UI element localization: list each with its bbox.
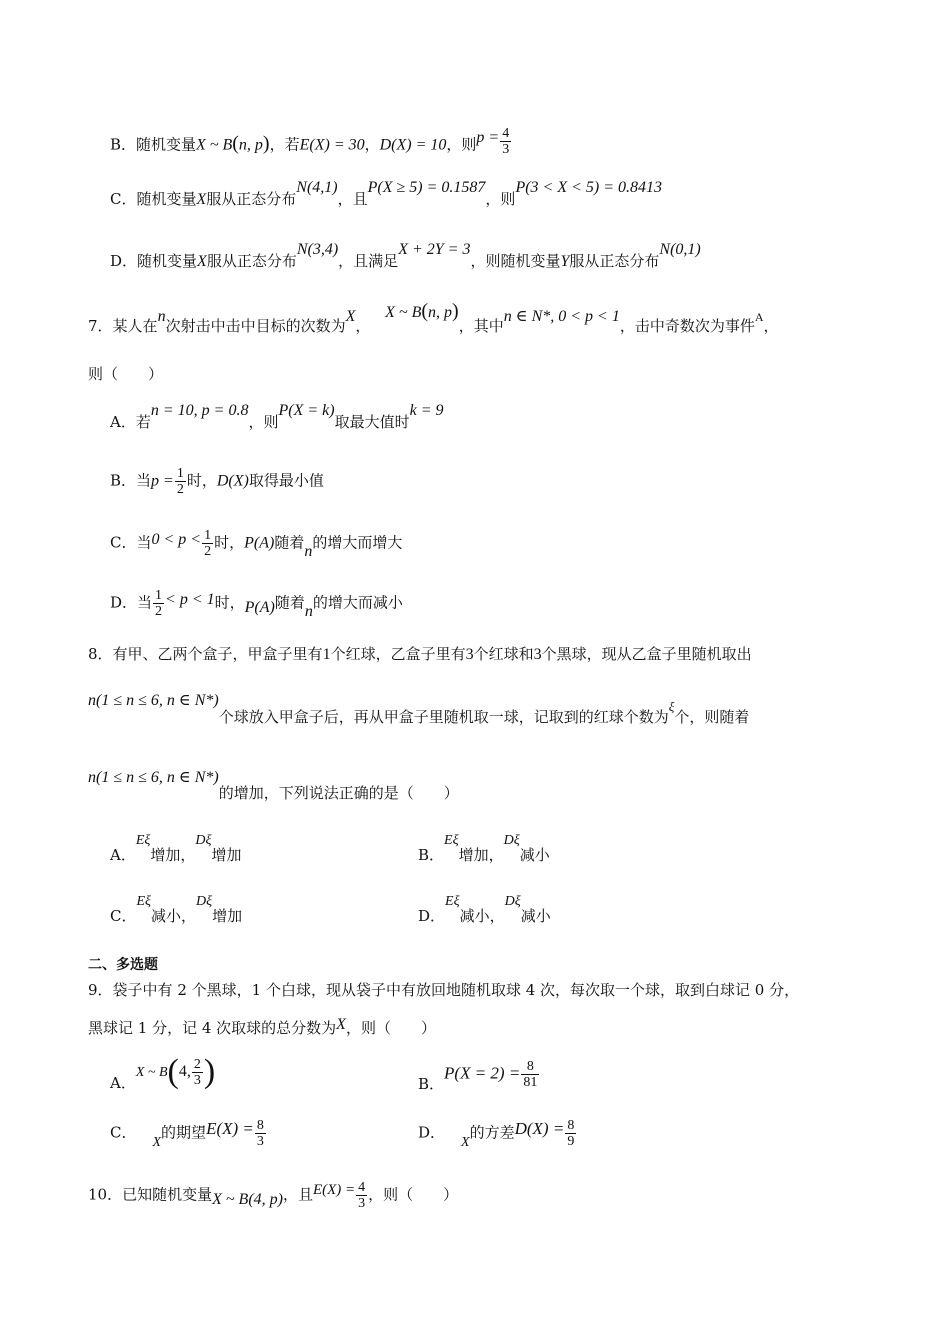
math-d-xi: Dξ — [196, 894, 213, 909]
question-text: 则（ ） — [88, 365, 164, 383]
option-label: B． — [418, 1074, 445, 1093]
math-e-xi: Eξ — [444, 833, 459, 848]
option-label: D． — [110, 593, 138, 612]
numerator: 2 — [193, 1056, 201, 1072]
question-number: 8． — [88, 645, 113, 663]
option-text: 随机变量 — [136, 135, 197, 154]
math-x-sim-b: X ~ B — [135, 1065, 168, 1080]
question-text: 个红球和 — [473, 645, 534, 663]
paren: ) — [262, 132, 270, 155]
math-p-x-k: P(X = k) — [278, 402, 335, 419]
q9-option-a — [110, 1053, 216, 1092]
paren: ) — [452, 300, 459, 322]
option-text: 时， — [186, 471, 217, 490]
q6-option-b — [110, 126, 512, 161]
math-x: X — [336, 1016, 346, 1033]
math-n: n — [304, 542, 313, 560]
math-x-sim-b: X ~ B — [196, 136, 233, 154]
option-text: 服从正态分布 — [206, 190, 297, 208]
math-e-xi: Eξ — [135, 833, 151, 848]
option-text: 取最大值时 — [334, 413, 410, 431]
option-label: A． — [110, 413, 136, 431]
option-text: 当 — [136, 533, 152, 552]
q7-stem-line2 — [88, 367, 163, 382]
fraction-1-2 — [202, 528, 213, 559]
q7-option-d — [110, 588, 403, 619]
option-text: 时， — [214, 593, 245, 612]
math-d-xi: Dξ — [504, 894, 521, 909]
question-text: 已知随机变量 — [122, 1185, 213, 1204]
math-k9: k = 9 — [409, 402, 444, 419]
numerator: 1 — [204, 528, 212, 543]
option-label: D． — [110, 252, 138, 270]
option-label: C． — [110, 190, 137, 208]
q10-stem — [88, 1180, 458, 1211]
number-3: 3 — [465, 646, 474, 663]
math-four: 4, — [178, 1063, 191, 1080]
question-text: 某人在 — [112, 317, 158, 335]
option-text: 减小 — [519, 846, 550, 864]
option-text: ， — [364, 135, 380, 154]
fraction-2-3 — [192, 1057, 203, 1088]
math-dx10: D(X) = 10 — [379, 136, 447, 154]
option-text: 的增大而增大 — [312, 533, 403, 552]
math-p-eq: p = — [151, 472, 174, 490]
q9-stem — [88, 983, 799, 998]
fraction-8-9 — [565, 1118, 576, 1149]
question-text: 的增加，下列说法正确的是（ ） — [218, 784, 459, 802]
math-np: n, p — [238, 136, 263, 154]
fraction-1-2 — [175, 466, 186, 497]
question-text: ，则（ ） — [368, 1185, 459, 1204]
q8-stem-line3 — [88, 769, 459, 802]
option-text: 的方差 — [469, 1123, 515, 1142]
paren: ( — [167, 1053, 179, 1090]
question-number: 10． — [88, 1185, 123, 1204]
denominator: 2 — [204, 544, 212, 559]
question-text: ， — [355, 317, 371, 335]
question-text: 个黑球，现从乙盒子里随机取出 — [541, 645, 752, 663]
option-label: B． — [110, 135, 137, 154]
denominator: 2 — [155, 604, 163, 619]
option-text: ，则 — [446, 135, 477, 154]
q8-option-a — [110, 832, 242, 864]
option-text: 增加 — [212, 907, 243, 925]
numerator: 8 — [567, 1118, 575, 1133]
q6-option-d — [110, 241, 701, 270]
option-text: ，且 — [337, 190, 368, 208]
option-text: 时， — [214, 533, 245, 552]
option-label: A． — [110, 846, 136, 864]
q8-option-b — [418, 832, 550, 864]
paren: ) — [203, 1053, 216, 1090]
math-p-3-x-5: P(3 < X < 5) = 0.8413 — [515, 179, 663, 196]
numerator: 4 — [502, 126, 510, 141]
option-label: A． — [110, 1074, 136, 1092]
math-x-sim-b: X ~ B — [385, 304, 422, 321]
math-np: n, p — [428, 304, 453, 321]
question-text: 个红球，乙盒子里有 — [330, 645, 466, 663]
fraction-8-81 — [521, 1059, 539, 1090]
q9-option-c — [110, 1118, 267, 1149]
q7-option-a — [110, 402, 444, 431]
number-1: 1 — [322, 646, 331, 663]
option-text: ，则 — [248, 413, 279, 431]
math-p-eq: p = — [476, 128, 500, 146]
paren: ( — [421, 300, 429, 322]
math-n-range: n ∈ N*, 0 < p < 1 — [503, 308, 620, 325]
math-x: X — [345, 308, 356, 325]
numerator: 1 — [155, 588, 163, 603]
q7-option-b — [110, 466, 324, 497]
option-text: 的增大而减小 — [312, 593, 403, 612]
option-label: B． — [110, 471, 137, 490]
option-text: 减小， — [151, 907, 197, 925]
math-ex30: E(X) = 30 — [299, 136, 365, 154]
math-n10-p08: n = 10, p = 0.8 — [150, 402, 249, 419]
numerator: 8 — [521, 1059, 539, 1075]
math-x-b-4p: X ~ B(4, p) — [212, 1190, 283, 1208]
q8-option-c — [110, 893, 243, 925]
option-text: 服从正态分布 — [569, 252, 660, 270]
option-text: 随机变量 — [137, 252, 198, 270]
option-text: ，且满足 — [338, 252, 399, 270]
q8-stem — [88, 647, 752, 663]
option-label: C． — [110, 533, 137, 552]
option-text: 取得最小值 — [248, 471, 324, 490]
math-d-xi: Dξ — [503, 833, 520, 848]
math-dx: D(X) — [216, 472, 249, 490]
math-pa: P(A) — [244, 598, 275, 616]
math-ex-eq: E(X) = — [206, 1118, 254, 1138]
math-n41: N(4,1) — [296, 179, 338, 196]
math-n-range: n(1 ≤ n ≤ 6, n ∈ N*) — [88, 692, 219, 709]
question-text: ，其中 — [458, 317, 504, 335]
fraction-8-3 — [255, 1118, 266, 1149]
option-text: 增加， — [150, 846, 196, 864]
option-text: 减小， — [459, 907, 505, 925]
math-x: X — [197, 253, 207, 270]
option-text: 服从正态分布 — [206, 252, 297, 270]
math-y: Y — [560, 253, 570, 270]
question-text: ，击中奇数次为事件 — [619, 317, 755, 335]
math-0-lt-p: 0 < p < — [151, 530, 202, 548]
math-pa: P(A) — [244, 534, 275, 552]
question-text: 个球放入甲盒子后，再从甲盒子里随机取一球，记取到的红球个数为 — [218, 708, 669, 726]
question-text: ，且 — [282, 1185, 313, 1204]
math-x: X — [152, 1134, 162, 1150]
question-number: 7． — [88, 317, 113, 335]
math-n: n — [304, 602, 313, 620]
numerator: 1 — [176, 466, 184, 481]
q9-option-b — [418, 1059, 540, 1093]
question-text: ， — [763, 317, 779, 335]
option-text: 随着 — [274, 593, 305, 612]
fraction-4-3 — [500, 126, 511, 157]
q6-option-c — [110, 179, 663, 208]
math-n01: N(0,1) — [659, 241, 701, 258]
q8-stem-line2 — [88, 692, 750, 726]
q7-option-c — [110, 528, 402, 559]
math-ex-eq: E(X) = — [312, 1181, 356, 1198]
denominator: 2 — [176, 482, 184, 497]
option-label: C． — [110, 1123, 137, 1142]
numerator: 8 — [256, 1118, 264, 1133]
option-label: B． — [418, 846, 445, 864]
option-text: ，则 — [485, 190, 516, 208]
question-text: 袋子中有 2 个黑球，1 个白球，现从袋子中有放回地随机取球 4 次，每次取一个球，取到白球记 0 分， — [112, 981, 800, 999]
math-e-xi: Eξ — [445, 894, 460, 909]
option-text: ，则随机变量 — [470, 252, 561, 270]
math-p-x-2: P(X = 2) = — [444, 1063, 521, 1083]
question-text: 次射击中击中目标的次数为 — [165, 317, 346, 335]
math-e-xi: Eξ — [136, 894, 152, 909]
math-a: A — [754, 310, 764, 324]
math-x: X — [196, 191, 207, 208]
q9-option-d — [418, 1118, 577, 1149]
option-text: 减小 — [520, 907, 551, 925]
math-xi: ξ — [668, 699, 675, 714]
option-label: C． — [110, 907, 137, 925]
question-text: 黑球记 1 分，记 4 次取球的总分数为 — [88, 1019, 337, 1037]
math-p-lt-1: < p < 1 — [165, 590, 215, 608]
option-label: D． — [418, 907, 446, 925]
math-px-ge-5: P(X ≥ 5) = 0.1587 — [367, 179, 486, 196]
question-text: ，则（ ） — [345, 1019, 436, 1037]
option-text: 当 — [137, 593, 153, 612]
section-title: 二、多选题 — [88, 957, 158, 973]
denominator: 3 — [358, 1196, 366, 1211]
math-n34: N(3,4) — [296, 241, 339, 258]
denominator: 3 — [256, 1134, 264, 1149]
q9-stem-line2 — [88, 1016, 436, 1037]
option-text: 若 — [135, 413, 151, 431]
option-text: ，若 — [269, 135, 300, 154]
denominator: 3 — [502, 142, 510, 157]
math-x-2y-3: X + 2Y = 3 — [398, 241, 471, 258]
option-text: 随着 — [274, 533, 305, 552]
number-3: 3 — [533, 646, 542, 663]
math-dx-eq: D(X) = — [514, 1118, 565, 1138]
numerator: 4 — [358, 1180, 366, 1195]
option-text: 增加， — [458, 846, 504, 864]
denominator: 81 — [523, 1075, 538, 1090]
math-d-xi: Dξ — [195, 833, 212, 848]
fraction-4-3 — [356, 1180, 367, 1211]
math-x: X — [461, 1134, 470, 1150]
option-text: 的期望 — [161, 1123, 207, 1142]
question-text: 有甲、乙两个盒子，甲盒子里有 — [112, 645, 323, 663]
q7-stem — [88, 300, 779, 335]
question-text: 个，则随着 — [674, 708, 750, 726]
question-number: 9． — [88, 981, 113, 999]
denominator: 9 — [567, 1134, 575, 1149]
math-n-range: n(1 ≤ n ≤ 6, n ∈ N*) — [88, 769, 219, 786]
option-text: 当 — [136, 471, 152, 490]
fraction-1-2 — [153, 588, 164, 619]
option-text: 增加 — [211, 846, 242, 864]
math-n: n — [157, 308, 166, 325]
denominator: 3 — [193, 1072, 201, 1088]
q8-option-d — [418, 893, 551, 925]
paren: ( — [232, 132, 239, 155]
option-text: 随机变量 — [136, 190, 197, 208]
option-label: D． — [418, 1123, 446, 1142]
